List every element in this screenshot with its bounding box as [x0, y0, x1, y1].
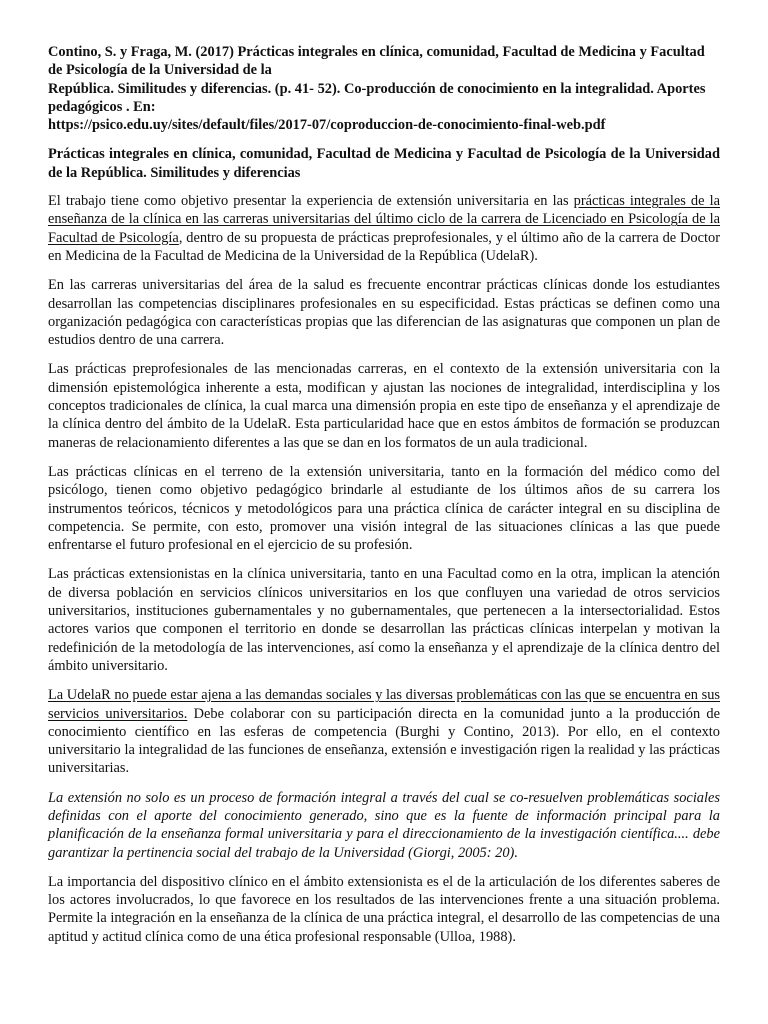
- paragraph-3: Las prácticas preprofesionales de las mencionadas carreras, en el contexto de la extensión universitaria con la dimensión epistemológica inherente a esta, modifican y ajustan las nociones de integralidad, interdisciplina y los conceptos tradicionales de clínica, la cual marca una dimensión propia en este tipo de enseñanza y el aprendizaje de la clínica dentro del ámbito de la UdelaR. Esta particularidad hace que en estos ámbitos de formación se produzcan maneras de relacionamiento diferentes a las que se dan en los formatos de un aula tradicional.: [48, 361, 720, 451]
- paragraph-1-rest: , dentro de su propuesta de prácticas preprofesionales, y el último año de la carrera de Doctor en Medicina de la Facultad de Medicina de la Universidad de la República (UdelaR).: [48, 229, 720, 264]
- citation-line-2: República. Similitudes y diferencias. (p. 41- 52). Co-producción de conocimiento en la integralidad. Aportes pedagógicos . En:: [48, 80, 706, 115]
- paragraph-1-underlined-text: prácticas integrales de la enseñanza de la clínica en las carreras universitarias del último ciclo de la carrera de Licenciado en Psicología de la Facultad de Psicología: [48, 193, 720, 246]
- block-quote: La extensión no solo es un proceso de formación integral a través del cual se co-resuelven problemáticas sociales definidas con el aporte del conocimiento generado, sino que es la fuente de información principal para la planificación de la enseñanza formal universitaria y para el direccionamiento de la investigación científica.... debe garantizar la pertinencia social del trabajo de la Universidad (Giorgi, 2005: 20).: [48, 789, 720, 861]
- document-title: Prácticas integrales en clínica, comunidad, Facultad de Medicina y Facultad de Psicología de la Universidad de la República. Similitudes y diferencias: [48, 146, 720, 181]
- paragraph-6-underlined-text: La UdelaR no puede estar ajena a las demandas sociales y las diversas problemáticas con las que se encuentra en sus servicios universitarios.: [48, 687, 720, 722]
- paragraph-4: Las prácticas clínicas en el terreno de la extensión universitaria, tanto en la formación del médico como del psicólogo, tienen como objetivo pedagógico brindarle al estudiante de los últimos años de su carrera los instrumentos teóricos, técnicos y metodológicos para una práctica clínica de carácter integral en su disciplina de competencia. Se permite, con esto, promover una visión integral de las situaciones clínicas a las que puede enfrentarse el futuro profesional en el ejercicio de su profesión.: [48, 463, 720, 554]
- paragraph-2: En las carreras universitarias del área de la salud es frecuente encontrar prácticas clínicas donde los estudiantes desarrollan las competencias disciplinares profesionales en su especificidad. Estas prácticas se definen como una organización pedagógica con características propias que las diferencian de las asignaturas que componen un plan de estudios dentro de una carrera.: [48, 277, 720, 349]
- citation-url: https://psico.edu.uy/sites/default/files/2017-07/coproduccion-de-conocimiento-final-web.pdf: [48, 117, 606, 134]
- citation-line-1: Contino, S. y Fraga, M. (2017) Prácticas integrales en clínica, comunidad, Facultad de Medicina y Facultad de Psicología de la Universidad de la: [48, 44, 705, 79]
- citation-reference: [48, 43, 720, 134]
- paragraph-6-rest: Debe colaborar con su participación directa en la comunidad junto a la producción de conocimiento científico en las esferas de competencia (Burghi y Contino, 2013). Por ello, en el contexto universitario la integralidad de las funciones de enseñanza, extensión e investigación rigen la realidad y las prácticas universitarias.: [48, 705, 720, 777]
- paragraph-1-intro: El trabajo tiene como objetivo presentar la experiencia de extensión universitaria en las: [48, 193, 574, 210]
- paragraph-7: La importancia del dispositivo clínico en el ámbito extensionista es el de la articulación de los diferentes saberes de los actores involucrados, lo que favorece en los resultados de las intervenciones frente a una situación problema. Permite la integración en la enseñanza de la clínica de una práctica integral, el desarrollo de las competencias de una aptitud y actitud clínica como de una ética profesional responsable (Ulloa, 1988).: [48, 873, 720, 945]
- paragraph-5: Las prácticas extensionistas en la clínica universitaria, tanto en una Facultad como en la otra, implican la atención de diversa población en servicios clínicos universitarios en los que confluyen una variedad de otros servicios universitarios, instituciones gubernamentales y no gubernamentales, que pertenecen a la intersectorialidad. Estos actores varios que componen el territorio en donde se desarrollan las prácticas clínicas interpelan y motivan la redefinición de la metodología de las intervenciones, así como la enseñanza y el aprendizaje de la clínica dentro del ámbito universitario.: [48, 566, 720, 674]
- paragraph-1: [48, 192, 720, 265]
- paragraph-6: [48, 686, 720, 777]
